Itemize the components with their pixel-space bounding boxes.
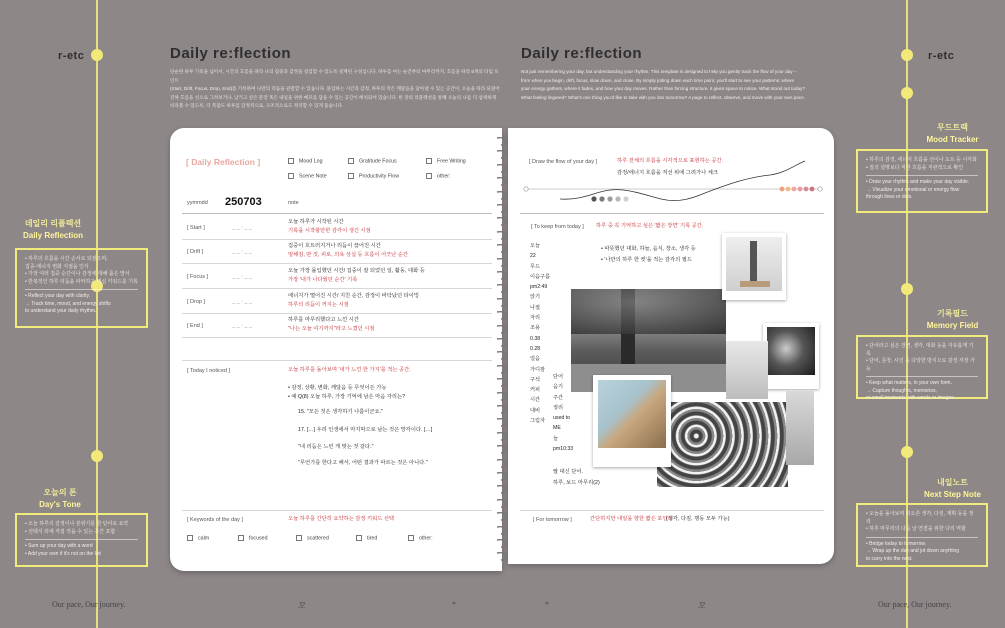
noticed-line: • 감정, 상황, 변화, 깨달음 등 무엇이든 가능 [288, 385, 387, 391]
time-row-question: 에너지가 떨어진 시간/ 지친 순간, 감정이 바닥났던 타이밍 [288, 293, 419, 299]
divider [182, 510, 492, 511]
side-box-days-tone: • 오늘 하루의 감정이나 분위기를 한 단어로 요약 • 선택지 외에 직접 적을 수 있는 공간 포함 • Sum up your day with a word • Add your own if it's not on the list [15, 513, 148, 567]
footer-mark: 꼬 [298, 601, 306, 610]
mood-flow-chart [520, 155, 826, 215]
memo-word: 22 [530, 253, 536, 260]
memo-word: used to [553, 415, 571, 422]
header-right-desc: Not just remembering your day, but understanding your rhythm. This template is designed to help you gently track the flow of your day – from when you begin, drift, focus, slow down, and close. By simply jotting down each time point, you'll start to see your patterns: where your energy gathers, where it fades, and how your day moves. Rather than forcing structure, it gives space to notice. What stood out today? What feeling lingered? What's one thing you'd like to take with you into tomorrow? A page to reflect, observe, and move with your own pace. [521, 69, 805, 100]
spiral-ring [494, 337, 512, 348]
time-row-answer: 하루의 리듬이 꺼지는 시점 [288, 302, 349, 308]
spiral-ring [494, 136, 512, 147]
memo-word: 그림자 [530, 418, 546, 425]
time-row-question: 하루를 마무리했다고 느낀 시간 [288, 317, 359, 323]
memo-word: pm10:33 [553, 446, 574, 453]
checkbox-icon [348, 173, 354, 179]
memo-word: 자리 [530, 315, 541, 322]
side-heading-mood-tracker: 무드트랙 Mood Tracker [926, 123, 979, 144]
checkbox-icon [426, 173, 432, 179]
header-left-title: Daily re:flection [170, 45, 292, 62]
side-heading-memory-field: 기록필드 Memory Field [926, 309, 979, 330]
side-heading-daily-reflection: 데일리 리플렉션 Daily Reflection [22, 219, 83, 240]
time-row-label: [ Drop ] [187, 299, 206, 305]
spiral-ring [494, 324, 512, 335]
memo-word: 이음구름 [530, 273, 551, 280]
spiral-ring [494, 257, 512, 268]
time-row-time: _ _ : _ _ [232, 225, 252, 231]
time-row-label: [ Start ] [187, 225, 205, 231]
time-row-question: 집중이 흐트러지거나 리듬이 끊어진 시간 [288, 243, 381, 249]
checkbox-icon [296, 535, 302, 541]
palette-swatch[interactable] [780, 187, 785, 192]
checkbox-icon [288, 173, 294, 179]
brand-left: r-etc [58, 50, 85, 62]
row-divider [182, 239, 492, 240]
checkbox-icon [356, 535, 362, 541]
checkbox-icon [348, 158, 354, 164]
check-mood-log[interactable]: Mood Log [288, 158, 323, 164]
time-row-time: _ _ : _ _ [232, 249, 252, 255]
spiral-ring [494, 431, 512, 442]
side-box-daily-reflection: • 하루의 흐름을 시간 순서로 되짚으며, 집중·에너지 변화 지점을 인식 • 가장 여러 집중 순간이나 감정에 대해 품은 망서 • 반복적인 하루 리듬을 파악하고 핵심 키워드를 기록 • Reflect your day with clarity. → Track time, mood, and energy shifts to understand your daily rhythm. [15, 248, 148, 328]
spiral-ring [494, 484, 512, 495]
memo-word: 오늘 [530, 243, 541, 249]
keywords-prompt: 오늘 하루를 간단히 요약하는 감정 키워드 선택 [288, 516, 395, 522]
memo-word: 0.38 [530, 335, 541, 342]
footer-right: Our pace, Our journey. [878, 600, 952, 609]
spiral-ring [494, 391, 512, 402]
side-heading-next-step: 내일노트 Next Step Note [924, 478, 981, 499]
keyword-other[interactable]: other: [408, 535, 433, 541]
spiral-ring [494, 243, 512, 254]
spiral-ring [494, 444, 512, 455]
time-row-label: [ Drift ] [187, 249, 204, 255]
spiral-ring [494, 216, 512, 227]
spiral-ring [494, 176, 512, 187]
polaroid-lamp[interactable] [722, 233, 786, 300]
flow-dot [599, 196, 604, 201]
checkbox-icon [426, 158, 432, 164]
note-label: note [288, 200, 299, 206]
timeline-dot [901, 446, 913, 458]
divider [520, 510, 824, 511]
time-row-answer: 가장 '내가 나다웠던 순간' 기록 [288, 277, 358, 283]
header-left-desc: 단순한 하루 기록을 넘어서, 시간의 흐름을 따라 나의 집중과 감정을 점검할 수 있도록 설계된 구성입니다. 하루를 여는 순간부터 마무리까지, 흐름을 따라 5개의 타임 포인트 (Start, Drift, Focus, Drop, End)를 기록하며 나만의 리듬을 관찰할 수 있습니다. 몰입하는 시간과 감정, 하루의 작은 깨달음을 담아낼 수 있는 공간이, 오늘을 따라 되짚어 진짜 흐름을 선으로 그려보거나, 남기고 싶은 문장 혹은 내일을 위한 메모를 담을 수 있는 공간이 배치되어 있습니다. 한 장의 리플렉션을 통해 오늘의 나를 더 섬세하게 바라볼 수 있도록, 더 복잡도 하루를 감정적으로, 구조적으로도 정리할 수 있게 돕습니다. [170, 69, 500, 108]
row-divider [182, 288, 492, 289]
check-free-writing[interactable]: Free Writing [426, 158, 466, 164]
keep-point: • '나만의 하루 한 컷'을 적는 감각의 필드 [601, 257, 692, 263]
spiral-ring [494, 471, 512, 482]
memo-word: 대비 [530, 407, 541, 414]
brand-right: r-etc [928, 50, 955, 62]
memo-word: 늘 [553, 435, 559, 442]
keyword-focused[interactable]: focused [238, 535, 268, 541]
left-page-title: [ Daily Reflection ] [186, 157, 261, 167]
side-box-mood-tracker: • 하루의 감정, 에너지 흐름을 선이나 도트 등 시각화 • 질의 설명보다 직관 흐름을 직관적으로 확인 • Draw your rhythm and make your day visible. → Visualize your emotional or energy flow through lines or dots. [856, 149, 988, 213]
spiral-ring [494, 458, 512, 469]
flow-dot [623, 196, 628, 201]
flow-dot [615, 196, 620, 201]
row-divider [182, 313, 492, 314]
timeline-dot [901, 283, 913, 295]
divider [520, 213, 824, 214]
check-other[interactable]: other: [426, 173, 451, 179]
noticed-label: [ Today I noticed ] [187, 368, 231, 374]
noticed-quote: "무언가를 한다고 해서, 어떤 결과가 따르는 것은 아니다." [298, 460, 428, 466]
timeline-dot [901, 49, 913, 61]
spiral-ring [494, 310, 512, 321]
noticed-prompt: 오늘 하루를 돌아보며 '내가 느낀 한 가지'를 적는 공간. [288, 367, 411, 373]
spiral-ring [494, 149, 512, 160]
tomorrow-hint: (생각, 다짐, 행동 모두 가능) [666, 516, 730, 522]
flow-prompt: 하루 전체의 흐름을 시각적으로 표현하는 공간. [617, 158, 724, 164]
timeline-dot [91, 450, 103, 462]
memo-word: 얼음 [530, 356, 541, 363]
memo-word: 앉기 [530, 294, 541, 301]
flow-start-dot [524, 187, 528, 191]
memo-word: ME [553, 425, 561, 432]
noticed-quote: 15. "모든 것은 생각하기 나름이군요." [298, 409, 384, 415]
divider [182, 360, 492, 361]
checkbox-icon [288, 158, 294, 164]
checkbox-icon [408, 535, 414, 541]
flow-sub: 감정/에너지 흐름을 직선 위에 그려가나 체크 [617, 170, 718, 176]
keyword-scattered[interactable]: scattered [296, 535, 329, 541]
keyword-tired[interactable]: tired [356, 535, 377, 541]
footer-mark: 꼬 [698, 601, 706, 610]
palette-swatch[interactable] [810, 187, 815, 192]
memo-word: 커피 [530, 387, 541, 394]
side-heading-days-tone: 오늘의 톤 Day's Tone [39, 488, 81, 509]
spiral-ring [494, 230, 512, 241]
polaroid-color[interactable] [593, 375, 671, 467]
spiral-ring [494, 297, 512, 308]
memo-word: 단어 [553, 374, 564, 380]
keep-label: [ To keep from today ] [531, 224, 584, 230]
noticed-line: • 예 Q(8) 오늘 하루, 가장 기억에 남은 마음 자리는? [288, 394, 406, 400]
sky-photo[interactable] [726, 341, 768, 399]
checkbox-icon [187, 535, 193, 541]
left-page [170, 128, 502, 571]
keep-prompt: 하루 중 꼭 기억하고 싶은 '짧은 장면' 기록 공간. [596, 223, 704, 229]
tomorrow-label: [ For tomorrow ] [533, 517, 572, 523]
memo-word: 무드 [530, 263, 541, 270]
timeline-dot [901, 87, 913, 99]
cloud-photo[interactable] [786, 391, 814, 465]
polaroid-dark[interactable] [763, 323, 819, 389]
memo-word: 정리 [553, 404, 564, 411]
spiral-ring [494, 538, 512, 549]
spiral-ring [494, 163, 512, 174]
flow-label: [ Draw the flow of your day ] [529, 159, 598, 165]
keywords-label: [ Keywords of the day ] [187, 517, 243, 523]
flow-line [560, 161, 805, 201]
date-value: 250703 [225, 196, 262, 208]
check-scene-note[interactable]: Scene Note [288, 173, 327, 179]
memo-word: 구석 [530, 376, 541, 383]
row-divider [182, 337, 492, 338]
spiral-ring [494, 270, 512, 281]
time-row-label: [ Focus ] [187, 274, 209, 280]
footer-mark: * [545, 600, 549, 609]
spiral-ring [494, 525, 512, 536]
spiral-ring [494, 511, 512, 522]
spiral-ring [494, 404, 512, 415]
side-box-next-step: • 오늘을 돌아보며 떠오른 생각, 다짐, 계획 등을 정리 • 하루 마무리의 다음 날 연결을 위한 다리 역할 • Bridge today to tomorrow. → Wrap up the day and jot down anything to carry into the next. [856, 503, 988, 567]
date-label: yymmdd [187, 200, 208, 206]
noticed-quote: "내 리듬은 느린 게 맞는 것 같다." [298, 444, 374, 450]
time-row-time: _ _ : _ _ [232, 323, 252, 329]
spiral-ring [494, 190, 512, 201]
memo-word: pm2:49 [530, 284, 548, 291]
flow-dot [607, 196, 612, 201]
memo-word: 가디잠 [530, 366, 546, 373]
checkbox-icon [238, 535, 244, 541]
tomorrow-prompt: 간단하지만 내일을 향한 짧은 포인트 [590, 516, 673, 522]
memo-tail: 하루, 보드 마무리(2) [553, 480, 600, 486]
memo-tail: 딸 대신 단어. [553, 469, 583, 475]
time-row-label: [ End ] [187, 323, 203, 329]
flower-photo[interactable] [657, 402, 788, 487]
keyword-calm[interactable]: calm [187, 535, 209, 541]
memo-word: 조용 [530, 325, 541, 332]
flow-dot [591, 196, 596, 201]
palette-swatch[interactable] [804, 187, 809, 192]
time-row-answer: 기록을 시작할만한 감각이 생긴 시점 [288, 228, 371, 234]
timeline-dot [91, 49, 103, 61]
spiral-ring [494, 350, 512, 361]
palette-swatch[interactable] [798, 187, 803, 192]
memo-word: 나절 [530, 304, 541, 311]
check-productivity-flow[interactable]: Productivity Flow [348, 173, 399, 179]
keep-point: • 따뜻했던 대화, 하늘, 음식, 장소, 생각 등 [601, 246, 696, 252]
spiral-ring [494, 377, 512, 388]
row-divider [182, 263, 492, 264]
footer-left: Our pace, Our journey. [52, 600, 126, 609]
memo-word: 0.28 [530, 345, 541, 352]
header-right-title: Daily re:flection [521, 45, 643, 62]
memo-word: 시간 [530, 397, 541, 404]
time-row-time: _ _ : _ _ [232, 274, 252, 280]
spiral-ring [494, 551, 512, 562]
spiral-ring [494, 203, 512, 214]
flow-end-dot [818, 187, 822, 191]
memo-column [530, 241, 550, 426]
spiral-ring [494, 498, 512, 509]
spiral-ring [494, 417, 512, 428]
memo-word: 주간 [553, 394, 564, 401]
side-box-memory-field: • 단어라고 싶은 장면, 생각, 대화 등을 자유롭게 기록 • 단어, 문장, 사진 등 다양한 방식으로 감정 저장 가능 • Keep what matters, in your own form. → Capture thoughts, memories, or small moments with words or images. [856, 335, 988, 399]
time-row-answer: 멍해짐, 딴 짓, 피로, 의욕 상실 등 흐름이 어긋난 순간 [288, 252, 408, 258]
time-row-question: 오늘 가장 몰입했던 시간/ 집중이 잘 되었던 일, 활동, 대화 등 [288, 268, 425, 274]
spiral-ring [494, 364, 512, 375]
check-gratitude-focus[interactable]: Gratitude Focus [348, 158, 397, 164]
divider [182, 213, 492, 214]
time-row-question: 오늘 하루가 시작된 시간 [288, 219, 344, 225]
footer-mark: * [452, 600, 456, 609]
spiral-ring [494, 283, 512, 294]
time-row-answer: "나는 오늘 여기까지"라고 느꼈던 시점 [288, 326, 375, 332]
palette-swatch[interactable] [792, 187, 797, 192]
palette-swatch[interactable] [786, 187, 791, 192]
memo-word: 음기 [553, 384, 564, 391]
noticed-quote: 17. […] 우리 인생에서 마지막으로 남는 것은 망각이다. […] [298, 427, 433, 433]
time-row-time: _ _ : _ _ [232, 299, 252, 305]
